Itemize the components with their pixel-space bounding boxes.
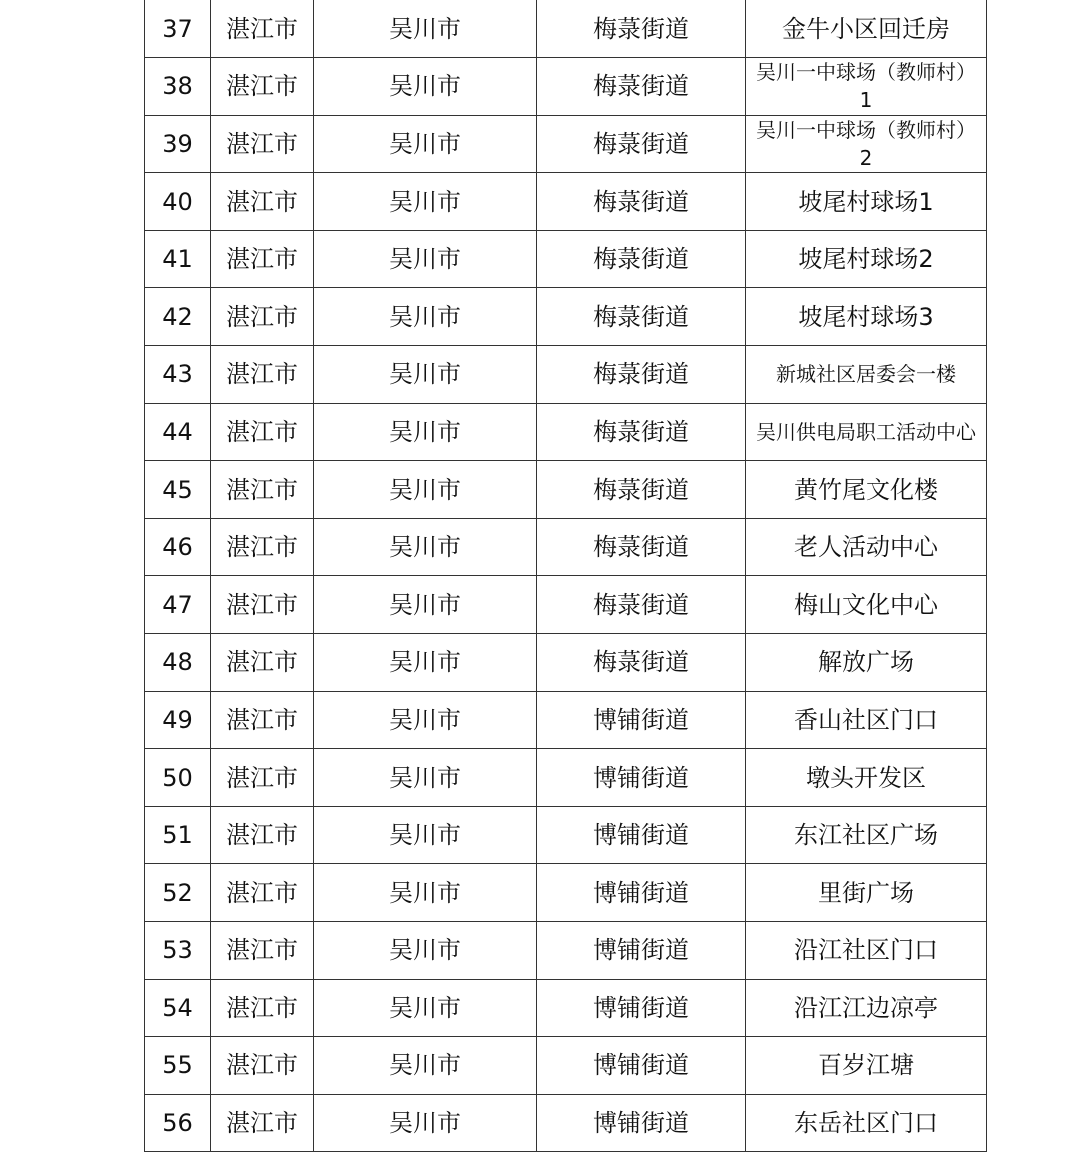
row-number-cell: 55 bbox=[145, 1037, 211, 1095]
table-row bbox=[145, 691, 987, 749]
row-number-cell: 40 bbox=[145, 173, 211, 231]
city-cell: 湛江市 bbox=[211, 864, 314, 922]
site-cell: 坡尾村球场3 bbox=[746, 288, 987, 346]
site-cell: 坡尾村球场2 bbox=[746, 230, 987, 288]
table-body bbox=[145, 0, 987, 1152]
street-cell: 博铺街道 bbox=[537, 749, 746, 807]
table-row bbox=[145, 288, 987, 346]
county-cell: 吴川市 bbox=[314, 864, 537, 922]
row-number-cell: 39 bbox=[145, 115, 211, 173]
city-cell: 湛江市 bbox=[211, 230, 314, 288]
street-cell: 梅菉街道 bbox=[537, 461, 746, 519]
table-row bbox=[145, 518, 987, 576]
row-number-cell: 43 bbox=[145, 346, 211, 404]
county-cell: 吴川市 bbox=[314, 979, 537, 1037]
street-cell: 梅菉街道 bbox=[537, 230, 746, 288]
county-cell: 吴川市 bbox=[314, 518, 537, 576]
site-cell: 里街广场 bbox=[746, 864, 987, 922]
city-cell: 湛江市 bbox=[211, 0, 314, 58]
table-row bbox=[145, 864, 987, 922]
site-cell: 金牛小区回迁房 bbox=[746, 0, 987, 58]
county-cell: 吴川市 bbox=[314, 1037, 537, 1095]
site-cell: 东江社区广场 bbox=[746, 806, 987, 864]
site-cell: 坡尾村球场1 bbox=[746, 173, 987, 231]
street-cell: 博铺街道 bbox=[537, 806, 746, 864]
table-row bbox=[145, 58, 987, 116]
city-cell: 湛江市 bbox=[211, 979, 314, 1037]
site-list-table bbox=[144, 0, 987, 1152]
row-number-cell: 41 bbox=[145, 230, 211, 288]
street-cell: 博铺街道 bbox=[537, 1037, 746, 1095]
city-cell: 湛江市 bbox=[211, 691, 314, 749]
city-cell: 湛江市 bbox=[211, 403, 314, 461]
site-cell: 香山社区门口 bbox=[746, 691, 987, 749]
site-cell: 解放广场 bbox=[746, 634, 987, 692]
county-cell: 吴川市 bbox=[314, 230, 537, 288]
row-number-cell: 53 bbox=[145, 922, 211, 980]
row-number-cell: 46 bbox=[145, 518, 211, 576]
row-number-cell: 45 bbox=[145, 461, 211, 519]
table-row bbox=[145, 1094, 987, 1152]
table-row bbox=[145, 115, 987, 173]
county-cell: 吴川市 bbox=[314, 58, 537, 116]
row-number-cell: 44 bbox=[145, 403, 211, 461]
county-cell: 吴川市 bbox=[314, 634, 537, 692]
table-row bbox=[145, 1037, 987, 1095]
table-row bbox=[145, 403, 987, 461]
county-cell: 吴川市 bbox=[314, 288, 537, 346]
street-cell: 梅菉街道 bbox=[537, 115, 746, 173]
table-row bbox=[145, 346, 987, 404]
city-cell: 湛江市 bbox=[211, 1037, 314, 1095]
county-cell: 吴川市 bbox=[314, 576, 537, 634]
county-cell: 吴川市 bbox=[314, 806, 537, 864]
city-cell: 湛江市 bbox=[211, 922, 314, 980]
row-number-cell: 37 bbox=[145, 0, 211, 58]
city-cell: 湛江市 bbox=[211, 288, 314, 346]
site-cell: 吴川供电局职工活动中心 bbox=[746, 403, 987, 461]
site-cell: 梅山文化中心 bbox=[746, 576, 987, 634]
row-number-cell: 49 bbox=[145, 691, 211, 749]
site-cell: 百岁江塘 bbox=[746, 1037, 987, 1095]
street-cell: 梅菉街道 bbox=[537, 576, 746, 634]
street-cell: 梅菉街道 bbox=[537, 58, 746, 116]
row-number-cell: 52 bbox=[145, 864, 211, 922]
county-cell: 吴川市 bbox=[314, 403, 537, 461]
table-row bbox=[145, 806, 987, 864]
street-cell: 博铺街道 bbox=[537, 922, 746, 980]
site-cell: 老人活动中心 bbox=[746, 518, 987, 576]
city-cell: 湛江市 bbox=[211, 1094, 314, 1152]
county-cell: 吴川市 bbox=[314, 115, 537, 173]
table-row bbox=[145, 749, 987, 807]
site-cell: 沿江社区门口 bbox=[746, 922, 987, 980]
county-cell: 吴川市 bbox=[314, 749, 537, 807]
street-cell: 梅菉街道 bbox=[537, 403, 746, 461]
county-cell: 吴川市 bbox=[314, 0, 537, 58]
site-cell: 吴川一中球场（教师村）2 bbox=[746, 115, 987, 173]
county-cell: 吴川市 bbox=[314, 346, 537, 404]
street-cell: 博铺街道 bbox=[537, 864, 746, 922]
city-cell: 湛江市 bbox=[211, 115, 314, 173]
table-row bbox=[145, 634, 987, 692]
site-cell: 东岳社区门口 bbox=[746, 1094, 987, 1152]
street-cell: 梅菉街道 bbox=[537, 518, 746, 576]
table-row bbox=[145, 0, 987, 58]
row-number-cell: 48 bbox=[145, 634, 211, 692]
county-cell: 吴川市 bbox=[314, 461, 537, 519]
site-cell: 墩头开发区 bbox=[746, 749, 987, 807]
site-cell: 新城社区居委会一楼 bbox=[746, 346, 987, 404]
row-number-cell: 50 bbox=[145, 749, 211, 807]
city-cell: 湛江市 bbox=[211, 173, 314, 231]
site-cell: 吴川一中球场（教师村）1 bbox=[746, 58, 987, 116]
street-cell: 博铺街道 bbox=[537, 979, 746, 1037]
county-cell: 吴川市 bbox=[314, 1094, 537, 1152]
street-cell: 梅菉街道 bbox=[537, 346, 746, 404]
row-number-cell: 54 bbox=[145, 979, 211, 1037]
city-cell: 湛江市 bbox=[211, 346, 314, 404]
street-cell: 博铺街道 bbox=[537, 691, 746, 749]
city-cell: 湛江市 bbox=[211, 634, 314, 692]
row-number-cell: 56 bbox=[145, 1094, 211, 1152]
site-cell: 黄竹尾文化楼 bbox=[746, 461, 987, 519]
table-row bbox=[145, 173, 987, 231]
street-cell: 梅菉街道 bbox=[537, 634, 746, 692]
table-row bbox=[145, 922, 987, 980]
row-number-cell: 38 bbox=[145, 58, 211, 116]
city-cell: 湛江市 bbox=[211, 576, 314, 634]
row-number-cell: 47 bbox=[145, 576, 211, 634]
site-cell: 沿江江边凉亭 bbox=[746, 979, 987, 1037]
city-cell: 湛江市 bbox=[211, 58, 314, 116]
street-cell: 梅菉街道 bbox=[537, 173, 746, 231]
county-cell: 吴川市 bbox=[314, 173, 537, 231]
city-cell: 湛江市 bbox=[211, 461, 314, 519]
table-row bbox=[145, 979, 987, 1037]
county-cell: 吴川市 bbox=[314, 691, 537, 749]
city-cell: 湛江市 bbox=[211, 749, 314, 807]
street-cell: 梅菉街道 bbox=[537, 0, 746, 58]
city-cell: 湛江市 bbox=[211, 806, 314, 864]
street-cell: 梅菉街道 bbox=[537, 288, 746, 346]
table-row bbox=[145, 576, 987, 634]
table-row bbox=[145, 230, 987, 288]
row-number-cell: 51 bbox=[145, 806, 211, 864]
street-cell: 博铺街道 bbox=[537, 1094, 746, 1152]
city-cell: 湛江市 bbox=[211, 518, 314, 576]
table-row bbox=[145, 461, 987, 519]
row-number-cell: 42 bbox=[145, 288, 211, 346]
county-cell: 吴川市 bbox=[314, 922, 537, 980]
